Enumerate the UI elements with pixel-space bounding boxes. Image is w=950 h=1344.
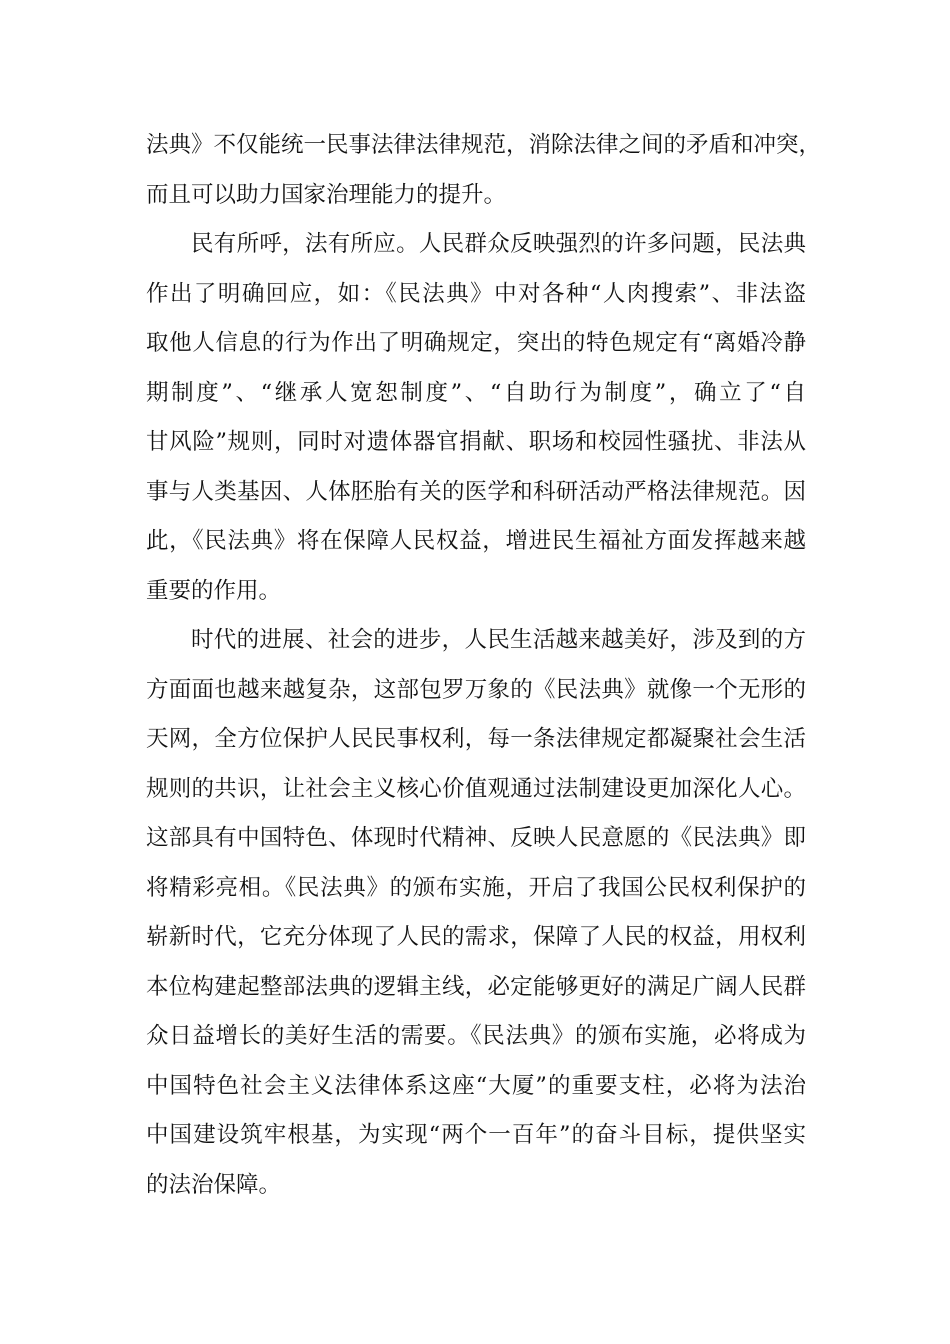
text-line: 而且可以助力国家治理能力的提升。	[146, 181, 507, 208]
text-line: 中国特色社会主义法律体系这座“大厦”的重要支柱，必将为法治	[146, 1072, 806, 1099]
text-line: 作出了明确回应，如：《民法典》中对各种“人肉搜索”、非法盗	[146, 280, 806, 307]
text-line: 这部具有中国特色、体现时代精神、反映人民意愿的《民法典》即	[146, 825, 806, 851]
text-line: 方面面也越来越复杂，这部包罗万象的《民法典》就像一个无形的	[146, 676, 806, 703]
text-line: 甘风险”规则，同时对遗体器官捐献、职场和校园性骚扰、非法从	[146, 429, 806, 455]
text-line: 众日益增长的美好生活的需要。《民法典》的颁布实施，必将成为	[146, 1023, 806, 1049]
text-line: 天网，全方位保护人民民事权利，每一条法律规定都凝聚社会生活	[146, 726, 806, 752]
text-line: 此，《民法典》将在保障人民权益，增进民生福祉方面发挥越来越	[146, 528, 806, 554]
text-line: 中国建设筑牢根基，为实现“两个一百年”的奋斗目标，提供坚实	[146, 1122, 806, 1148]
text-line: 的法治保障。	[146, 1171, 282, 1198]
text-line: 期制度”、“继承人宽恕制度”、“自助行为制度”，确立了“自	[146, 379, 806, 406]
text-line: 将精彩亮相。《民法典》的颁布实施，开启了我国公民权利保护的	[146, 874, 806, 901]
text-line: 重要的作用。	[146, 577, 282, 604]
text-line: 崭新时代，它充分体现了人民的需求，保障了人民的权益，用权利	[146, 924, 806, 950]
text-line: 规则的共识，让社会主义核心价值观通过法制建设更加深化人心。	[146, 775, 806, 802]
text-line: 本位构建起整部法典的逻辑主线，必定能够更好的满足广阔人民群	[146, 973, 806, 1000]
paragraph	[146, 616, 806, 1210]
document-body	[146, 121, 822, 1210]
paragraph	[146, 220, 806, 616]
paragraph	[146, 121, 822, 220]
text-line: 法典》不仅能统一民事法律法律规范，消除法律之间的矛盾和冲突，	[146, 132, 822, 158]
text-line: 时代的进展、社会的进步，人民生活越来越美好，涉及到的方	[191, 627, 806, 653]
text-line: 事与人类基因、人体胚胎有关的医学和科研活动严格法律规范。因	[146, 478, 806, 505]
text-line: 取他人信息的行为作出了明确规定，突出的特色规定有“离婚冷静	[146, 330, 806, 356]
text-line: 民有所呼，法有所应。人民群众反映强烈的许多问题，民法典	[191, 231, 806, 257]
